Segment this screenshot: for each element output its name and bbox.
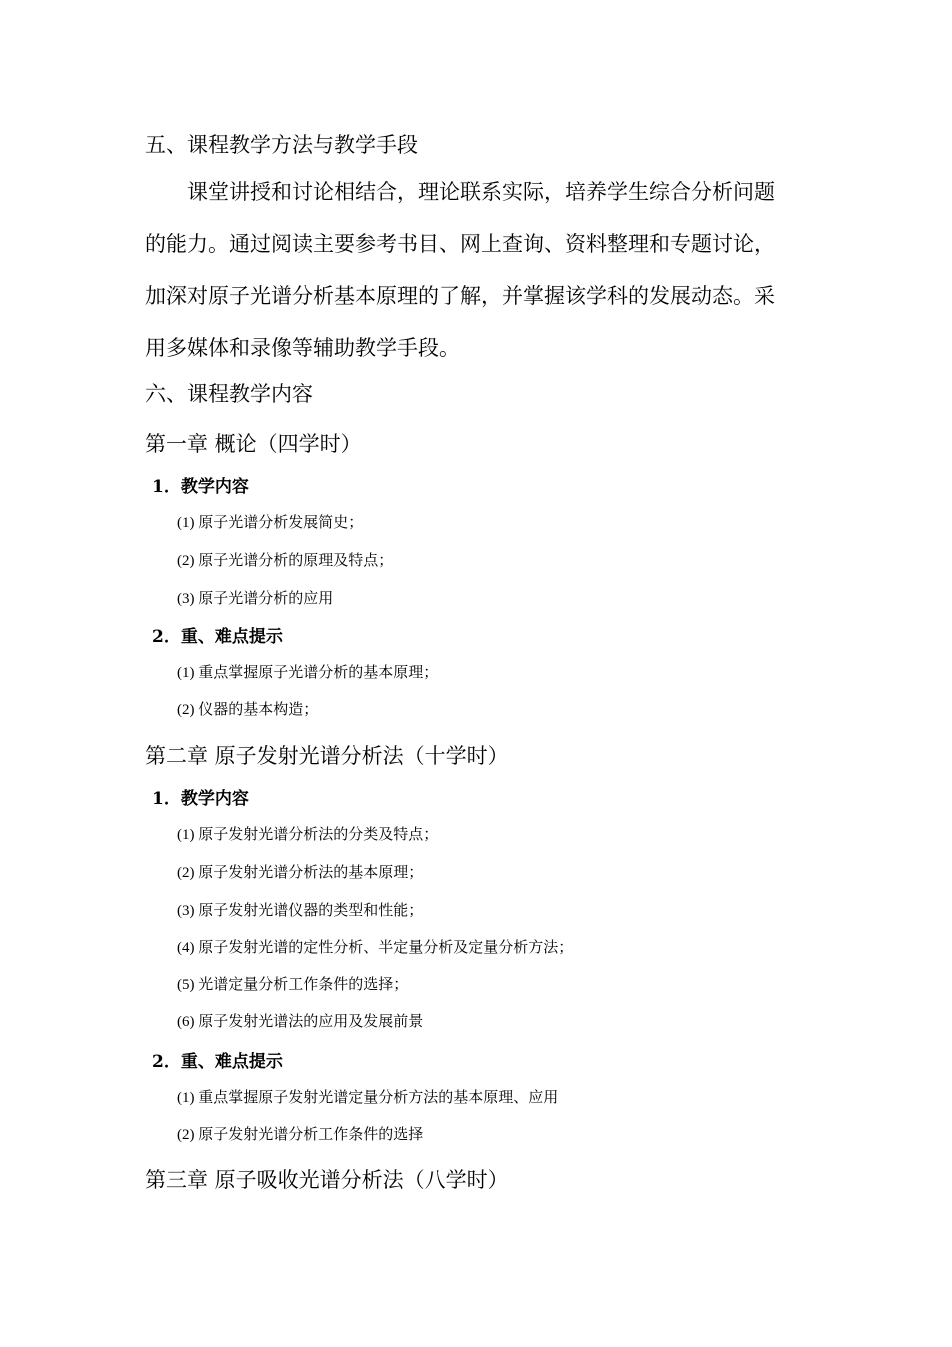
ch1-content-heading: 1．教学内容 (152, 477, 249, 497)
paragraph-line: 用多媒体和录像等辅助教学手段。 (145, 336, 460, 360)
ch2-content-item: (1) 原子发射光谱分析法的分类及特点； (177, 827, 439, 843)
ch1-content-item: (1) 原子光谱分析发展简史； (177, 515, 364, 531)
ch2-content-item: (4) 原子发射光谱的定性分析、半定量分析及定量分析方法； (177, 940, 574, 956)
chapter-1-heading: 第一章 概论（四学时） (145, 432, 362, 456)
section-5-heading: 五、课程教学方法与教学手段 (145, 133, 418, 157)
paragraph-line: 的能力。通过阅读主要参考书目、网上查询、资料整理和专题讨论， (145, 232, 775, 256)
ch2-content-item: (6) 原子发射光谱法的应用及发展前景 (177, 1014, 424, 1030)
ch2-content-heading: 1．教学内容 (152, 789, 249, 809)
ch1-key-item: (2) 仪器的基本构造； (177, 702, 319, 718)
chapter-3-heading: 第三章 原子吸收光谱分析法（八学时） (145, 1168, 509, 1192)
ch1-key-points-heading: 2．重、难点提示 (152, 627, 283, 647)
ch2-content-item: (2) 原子发射光谱分析法的基本原理； (177, 865, 424, 881)
section-5-paragraph (145, 166, 815, 374)
chapter-2-heading: 第二章 原子发射光谱分析法（十学时） (145, 744, 509, 768)
paragraph-line: 加深对原子光谱分析基本原理的了解，并掌握该学科的发展动态。采 (145, 284, 775, 308)
ch2-key-points-heading: 2．重、难点提示 (152, 1052, 283, 1072)
ch2-key-item: (1) 重点掌握原子发射光谱定量分析方法的基本原理、应用 (177, 1090, 559, 1106)
section-6-heading: 六、课程教学内容 (145, 382, 313, 406)
ch2-content-item: (3) 原子发射光谱仪器的类型和性能； (177, 903, 424, 919)
paragraph-line: 课堂讲授和讨论相结合，理论联系实际，培养学生综合分析问题 (187, 180, 775, 204)
ch2-content-item: (5) 光谱定量分析工作条件的选择； (177, 977, 409, 993)
ch1-content-item: (3) 原子光谱分析的应用 (177, 591, 334, 607)
ch2-key-item: (2) 原子发射光谱分析工作条件的选择 (177, 1127, 424, 1143)
ch1-key-item: (1) 重点掌握原子光谱分析的基本原理； (177, 665, 439, 681)
ch1-content-item: (2) 原子光谱分析的原理及特点； (177, 553, 394, 569)
